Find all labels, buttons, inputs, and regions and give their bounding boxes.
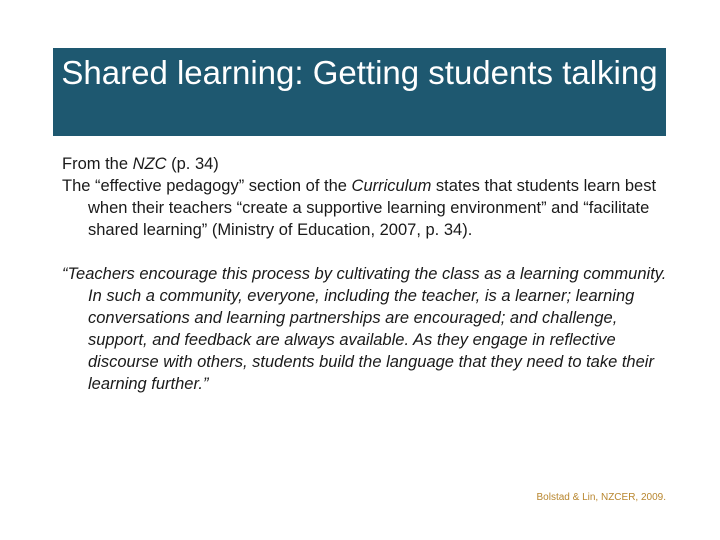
citation: Bolstad & Lin, NZCER, 2009. — [536, 492, 666, 503]
slide-title: Shared learning: Getting students talking — [61, 54, 658, 91]
para1-curriculum: Curriculum — [351, 177, 432, 195]
teacher-quote: “Teachers encourage this process by cultivating the class as a learning community. In such a community, everyone, including the teacher, is a learner; learning conversations and learning partnerships are encouraged; and challenge, support, and feedback are always available. As they engage in reflective discourse with others, students build the language that they need to take their learning further.” — [62, 265, 667, 393]
para1-start: The “effective pedagogy” section of the — [62, 177, 352, 195]
title-banner — [53, 48, 666, 136]
slide-body — [62, 153, 672, 395]
source-prefix: From the — [62, 155, 133, 173]
pedagogy-paragraph — [62, 175, 672, 241]
para1-end: states that students learn best when their teachers “create a supportive learning environment” and “facilitate shared learning” (Ministry of Education, 2007, p. 34). — [88, 177, 657, 239]
source-line — [62, 153, 672, 175]
source-suffix: (p. 34) — [166, 155, 219, 173]
source-nzc: NZC — [132, 155, 167, 173]
